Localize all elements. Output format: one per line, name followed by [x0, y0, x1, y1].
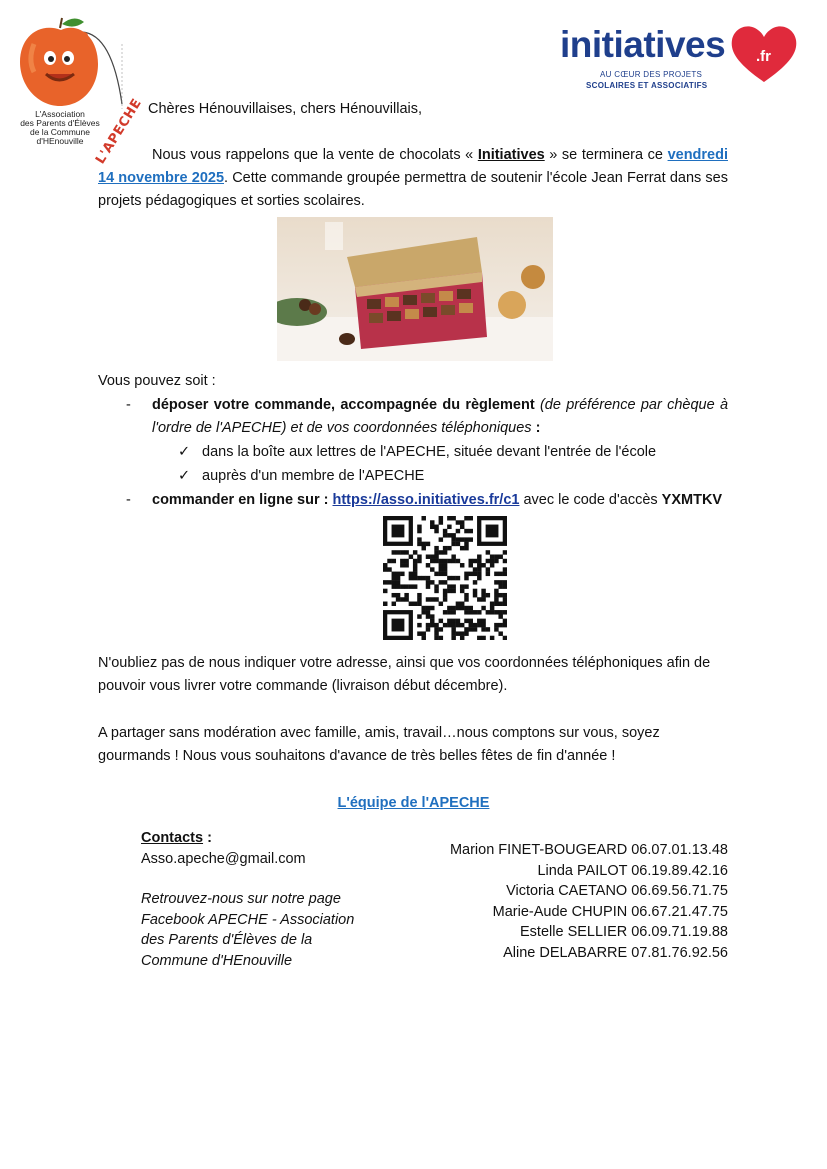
- apeche-logo: [12, 14, 146, 167]
- facebook-line: des Parents d'Élèves de la: [141, 932, 313, 948]
- option2-bold: commander en ligne sur :: [152, 492, 333, 508]
- chocolate-box-image: [277, 217, 553, 361]
- phone-list: [400, 840, 728, 963]
- initiatives-tagline-2: SCOLAIRES ET ASSOCIATIFS: [586, 81, 708, 90]
- caption-line: d'HEnouville: [36, 136, 84, 146]
- chocolate-box-photo: [277, 217, 553, 361]
- facebook-line: Retrouvez-nous sur notre page: [141, 891, 341, 907]
- phone-entry: Marion FINET-BOUGEARD 06.07.01.13.48: [449, 842, 728, 858]
- initiatives-wordmark: initiatives: [560, 24, 726, 65]
- qr-code-icon[interactable]: [383, 516, 507, 640]
- phone-entry: Estelle SELLIER 06.09.71.19.88: [520, 924, 728, 940]
- contacts-label: Contacts: [141, 830, 204, 846]
- apeche-brand-text: L'APECHE: [93, 96, 146, 167]
- phone-entry: Aline DELABARRE 07.81.76.92.56: [503, 944, 728, 961]
- facebook-line: Facebook APECHE - Association: [141, 911, 355, 928]
- initiatives-brand-link[interactable]: Initiatives: [477, 147, 545, 163]
- option1-subitem: dans la boîte aux lettres de l'APECHE, située devant l'entrée de l'école: [202, 444, 657, 460]
- share-paragraph: A partager sans modération avec famille, amis, travail…nous comptons sur vous, soyez gourmands ! Nous vous souhaitons d'avance de très belles fêtes de fin d'année !: [98, 725, 660, 764]
- phone-entry: Victoria CAETANO 06.69.56.71.75: [506, 883, 728, 899]
- option1-italic: (de préférence par chèque à l'ordre de l'APECHE) et de vos coordonnées téléphoniques: [152, 397, 729, 436]
- intro-paragraph: [98, 144, 728, 213]
- reminder-paragraph: N'oubliez pas de nous indiquer votre adresse, ainsi que vos coordonnées téléphoniques afin de pouvoir vous livrer votre commande (livraison début décembre).: [98, 655, 711, 694]
- option2-mid: avec le code d'accès: [519, 492, 662, 508]
- intro-text: » se terminera ce: [544, 147, 668, 163]
- contacts-colon: :: [203, 830, 212, 846]
- option1-tail: :: [531, 420, 541, 436]
- order-online-link[interactable]: https://asso.initiatives.fr/c1: [332, 492, 520, 508]
- initiatives-tld: .fr: [756, 48, 771, 65]
- intro-text: Nous vous rappelons que la vente de chocolats «: [152, 147, 478, 163]
- options-intro: Vous pouvez soit :: [98, 373, 216, 389]
- check-icon: ✓: [178, 444, 191, 460]
- apple-mascot-icon: [12, 14, 137, 124]
- option1-dash: -: [126, 397, 131, 413]
- end-date-link[interactable]: vendredi 14 novembre 2025: [98, 147, 728, 186]
- option2-dash: -: [126, 492, 131, 508]
- initiatives-tagline-1: AU CŒUR DES PROJETS: [600, 70, 703, 79]
- initiatives-logo: [560, 22, 800, 102]
- option1-text: [152, 394, 728, 440]
- option1-subitem: auprès d'un membre de l'APECHE: [202, 468, 425, 484]
- caption-line: de la Commune: [29, 127, 90, 137]
- caption-line: L'Association: [35, 109, 85, 119]
- apeche-logo-caption: [14, 110, 106, 146]
- phone-entry: Marie-Aude CHUPIN 06.67.21.47.75: [492, 903, 728, 920]
- contacts-heading: [141, 828, 381, 849]
- qr-code[interactable]: [383, 516, 507, 640]
- check-icon: ✓: [178, 468, 191, 484]
- phone-entry: Linda PAILOT 06.19.89.42.16: [537, 862, 728, 879]
- facebook-line: Commune d'HEnouville: [141, 952, 293, 969]
- intro-text: . Cette commande groupée permettra de soutenir l'école Jean Ferrat dans ses projets pédagogiques et sorties scolaires.: [98, 170, 728, 209]
- contacts-block: [141, 828, 381, 971]
- option2-text: [152, 489, 722, 512]
- caption-line: des Parents d'Élèves: [20, 118, 100, 128]
- option1-bold: déposer votre commande, accompagnée du règlement: [152, 397, 535, 413]
- signature: [0, 793, 827, 813]
- greeting: Chères Hénouvillaises, chers Hénouvillais,: [148, 101, 423, 117]
- access-code: YXMTKV: [661, 492, 723, 508]
- signature-text[interactable]: L'équipe de l'APECHE: [337, 795, 490, 811]
- contact-email[interactable]: Asso.apeche@gmail.com: [141, 850, 306, 867]
